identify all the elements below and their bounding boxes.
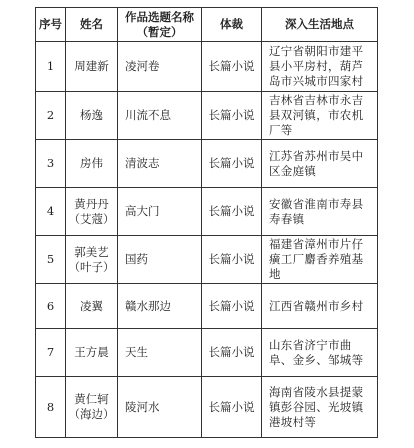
cell-genre: 长篇小说 bbox=[202, 42, 262, 92]
cell-name bbox=[66, 236, 118, 284]
table-row bbox=[36, 140, 378, 188]
cell-name bbox=[66, 42, 118, 92]
cell-name bbox=[66, 329, 118, 377]
cell-title: 国药 bbox=[118, 236, 202, 284]
cell-genre: 长篇小说 bbox=[202, 140, 262, 188]
cell-location: 安徽省淮南市寿县寿春镇 bbox=[262, 188, 378, 236]
table-row bbox=[36, 329, 378, 377]
author-name: 房伟 bbox=[80, 156, 103, 170]
author-name: 王方晨 bbox=[74, 345, 109, 359]
header-title bbox=[118, 8, 202, 42]
cell-location: 辽宁省朝阳市建平县小平房村，葫芦岛市兴城市四家村 bbox=[262, 42, 378, 92]
cell-name bbox=[66, 188, 118, 236]
cell-title: 陵河水 bbox=[118, 377, 202, 438]
cell-title: 川流不息 bbox=[118, 92, 202, 140]
cell-genre: 长篇小说 bbox=[202, 377, 262, 438]
cell-genre: 长篇小说 bbox=[202, 236, 262, 284]
header-title-main: 作品选题名称 bbox=[125, 9, 194, 24]
cell-genre: 长篇小说 bbox=[202, 188, 262, 236]
header-name: 姓名 bbox=[66, 8, 118, 42]
author-name: 黄丹丹 bbox=[74, 196, 109, 211]
table-row bbox=[36, 377, 378, 438]
author-name: 杨逸 bbox=[80, 108, 103, 122]
cell-title: 天生 bbox=[118, 329, 202, 377]
cell-no: 1 bbox=[36, 42, 66, 92]
cell-title: 赣水那边 bbox=[118, 284, 202, 329]
cell-location: 江苏省苏州市吴中区金庭镇 bbox=[262, 140, 378, 188]
cell-no: 3 bbox=[36, 140, 66, 188]
cell-no: 4 bbox=[36, 188, 66, 236]
author-alias: （叶子） bbox=[68, 259, 115, 274]
table-row bbox=[36, 92, 378, 140]
cell-location: 福建省漳州市片仔癀工厂麝香养殖基地 bbox=[262, 236, 378, 284]
cell-no: 6 bbox=[36, 284, 66, 329]
cell-location: 山东省济宁市曲阜、金乡、邹城等 bbox=[262, 329, 378, 377]
header-genre: 体裁 bbox=[202, 8, 262, 42]
cell-name bbox=[66, 284, 118, 329]
cell-no: 2 bbox=[36, 92, 66, 140]
author-name: 郭美艺 bbox=[74, 244, 109, 259]
table-row bbox=[36, 188, 378, 236]
table-row bbox=[36, 236, 378, 284]
header-no: 序号 bbox=[36, 8, 66, 42]
works-table bbox=[35, 7, 378, 438]
cell-title: 高大门 bbox=[118, 188, 202, 236]
cell-location: 吉林省吉林市永吉县双河镇，市农机厂等 bbox=[262, 92, 378, 140]
header-location: 深入生活地点 bbox=[262, 8, 378, 42]
cell-location: 江西省赣州市乡村 bbox=[262, 284, 378, 329]
author-name: 黄仁轲 bbox=[74, 392, 109, 406]
cell-title: 凌河卷 bbox=[118, 42, 202, 92]
author-alias: （海边） bbox=[68, 407, 115, 421]
cell-genre: 长篇小说 bbox=[202, 284, 262, 329]
cell-genre: 长篇小说 bbox=[202, 92, 262, 140]
author-alias: （艾蔻） bbox=[68, 211, 115, 226]
cell-name bbox=[66, 140, 118, 188]
cell-no: 5 bbox=[36, 236, 66, 284]
cell-no: 7 bbox=[36, 329, 66, 377]
cell-title: 清波志 bbox=[118, 140, 202, 188]
cell-name bbox=[66, 377, 118, 438]
cell-name bbox=[66, 92, 118, 140]
cell-genre: 长篇小说 bbox=[202, 329, 262, 377]
header-title-note: （暂定） bbox=[136, 24, 183, 39]
table-row bbox=[36, 284, 378, 329]
cell-no: 8 bbox=[36, 377, 66, 438]
cell-location: 海南省陵水县提蒙镇彭谷园、光坡镇港坡村等 bbox=[262, 377, 378, 438]
author-name: 凌翼 bbox=[80, 298, 103, 313]
table-row bbox=[36, 42, 378, 92]
header-row bbox=[36, 8, 378, 42]
author-name: 周建新 bbox=[74, 59, 109, 73]
